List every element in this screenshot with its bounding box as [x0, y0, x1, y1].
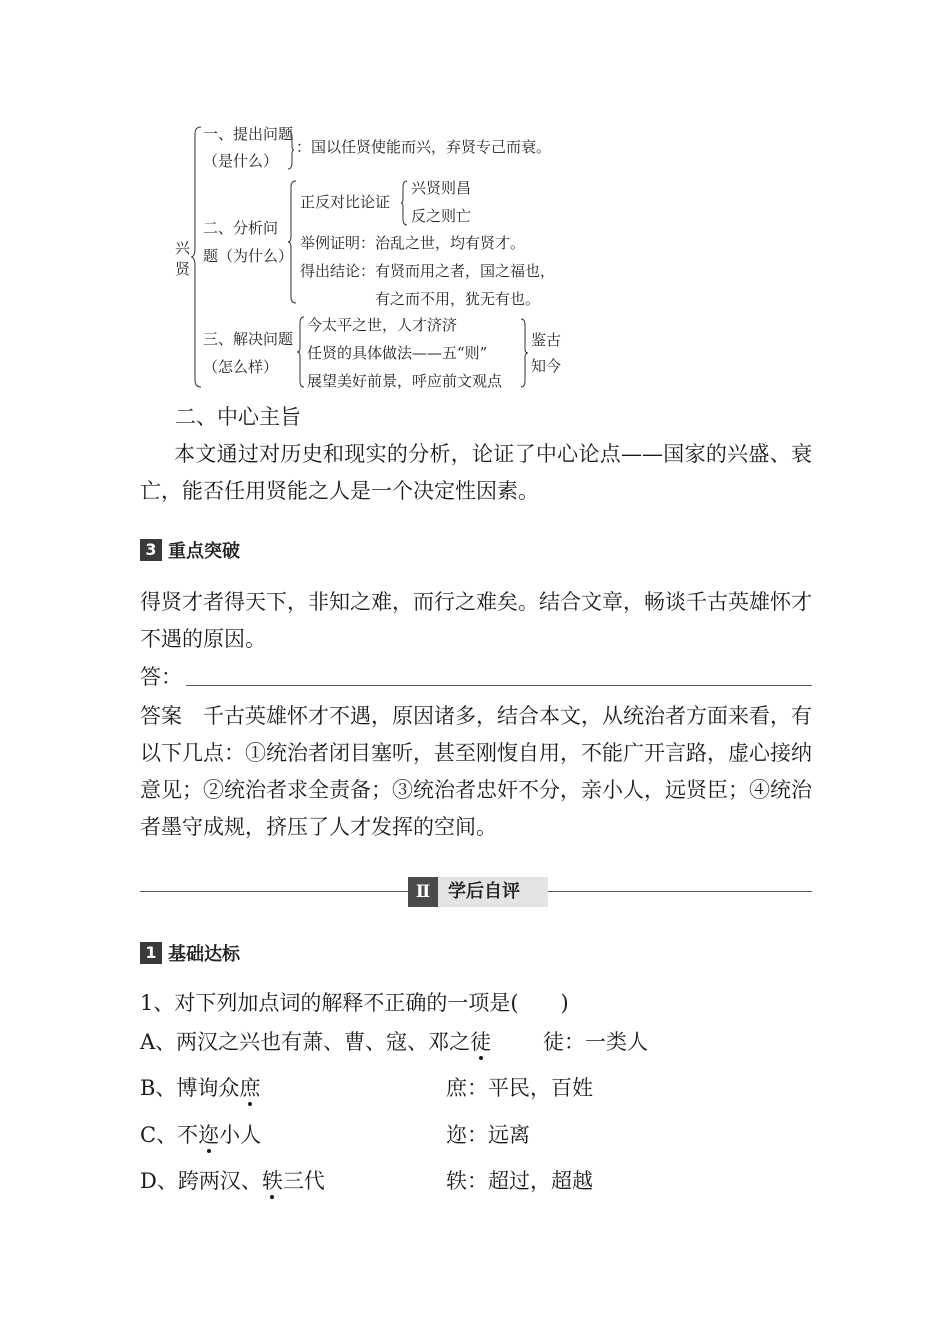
answer-prompt: 答：	[140, 665, 182, 689]
option-c-prefix: C、不	[140, 1123, 199, 1147]
part1-brace	[287, 130, 295, 170]
part3-item3: 展望美好前景，呼应前文观点	[307, 372, 503, 390]
part2-brace	[287, 180, 297, 304]
option-d-gloss: 轶：超过，超越	[446, 1169, 593, 1193]
contrast-a: 兴贤则昌	[411, 179, 472, 197]
structure-outline	[0, 0, 950, 400]
part2-conclusion-2: 有之而不用，犹无有也。	[375, 290, 541, 308]
section-1-number: 1	[140, 942, 162, 964]
answer-text: 答案 千古英雄怀才不遇，原因诸多，结合本文，从统治者方面来看，有以下几点：①统治者闭目塞听，甚至刚愎自用，不能广开言路，虚心接纳意见；②统治者求全责备；③统治者忠奸不分，亲小人，远贤臣；④统治者墨守成规，挤压了人才发挥的空间。	[140, 704, 812, 839]
central-theme-heading: 二、中心主旨	[175, 405, 301, 429]
central-theme-text: 本文通过对历史和现实的分析，论证了中心论点——国家的兴盛、衰亡，能否任用贤能之人是一个决定性因素。	[140, 442, 812, 503]
section-3-title: 重点突破	[168, 541, 240, 562]
section-3-number: 3	[140, 539, 162, 561]
option-b-dotted-char: 庶	[239, 1076, 261, 1100]
part1-label-1: 一、提出问题	[203, 125, 294, 143]
part3-summary-1: 鉴古	[531, 331, 562, 349]
part2-example: 举例证明：治乱之世，均有贤才。	[300, 234, 526, 252]
main-brace	[190, 126, 202, 388]
outline-root-char-1	[175, 238, 191, 280]
part3-summary-2: 知今	[531, 357, 562, 375]
part2-label-1: 二、分析问	[203, 219, 279, 237]
outline-root: 兴贤	[175, 239, 191, 278]
part3-brace	[296, 316, 305, 388]
option-d[interactable]	[140, 1166, 325, 1196]
answer-blank-line[interactable]	[186, 685, 812, 686]
option-b-gloss: 庶：平民，百姓	[446, 1076, 593, 1100]
option-b-prefix: B、博询众	[140, 1076, 240, 1100]
part3-right-brace	[520, 318, 529, 388]
option-d-suffix: 三代	[282, 1169, 325, 1193]
part1-content: ：国以任贤使能而兴，弃贤专己而衰。	[296, 138, 552, 156]
part-2-roman: Ⅱ	[408, 877, 438, 907]
option-a[interactable]	[140, 1027, 491, 1057]
contrast-brace	[400, 180, 408, 226]
key-question: 得贤才者得天下，非知之难，而行之难矣。结合文章，畅谈千古英雄怀才不遇的原因。	[140, 590, 812, 651]
option-d-prefix: D、跨两汉、	[140, 1169, 262, 1193]
part2-label-2: 题（为什么）	[203, 247, 294, 265]
part-2-label	[408, 877, 548, 907]
option-c-suffix: 小人	[219, 1123, 262, 1147]
part2-contrast: 正反对比论证	[300, 193, 391, 211]
part3-item1: 今太平之世，人才济济	[307, 316, 458, 334]
part2-conclusion-1: 得出结论：有贤而用之者，国之福也，	[300, 262, 556, 280]
option-d-dotted-char: 轶	[261, 1169, 283, 1193]
option-b[interactable]	[140, 1073, 260, 1103]
section-1-header	[140, 940, 240, 966]
part3-item2: 任贤的具体做法——五“则”	[307, 344, 488, 362]
contrast-b: 反之则亡	[411, 207, 472, 225]
option-c-gloss: 迩：远离	[446, 1123, 530, 1147]
question-1-stem: 1、对下列加点词的解释不正确的一项是( )	[140, 991, 569, 1015]
part3-label-1: 三、解决问题	[203, 330, 294, 348]
part1-label-2: （是什么）	[203, 152, 279, 170]
option-a-gloss: 徒：一类人	[543, 1030, 648, 1054]
option-a-prefix: A、两汉之兴也有萧、曹、寇、邓之	[140, 1030, 471, 1054]
section-1-title: 基础达标	[168, 944, 240, 965]
option-a-dotted-char: 徒	[470, 1030, 492, 1054]
section-3-header	[140, 537, 240, 563]
part-2-title: 学后自评	[438, 877, 548, 907]
part3-label-2: （怎么样）	[203, 358, 279, 376]
option-c[interactable]	[140, 1120, 261, 1150]
option-c-dotted-char: 迩	[198, 1123, 220, 1147]
